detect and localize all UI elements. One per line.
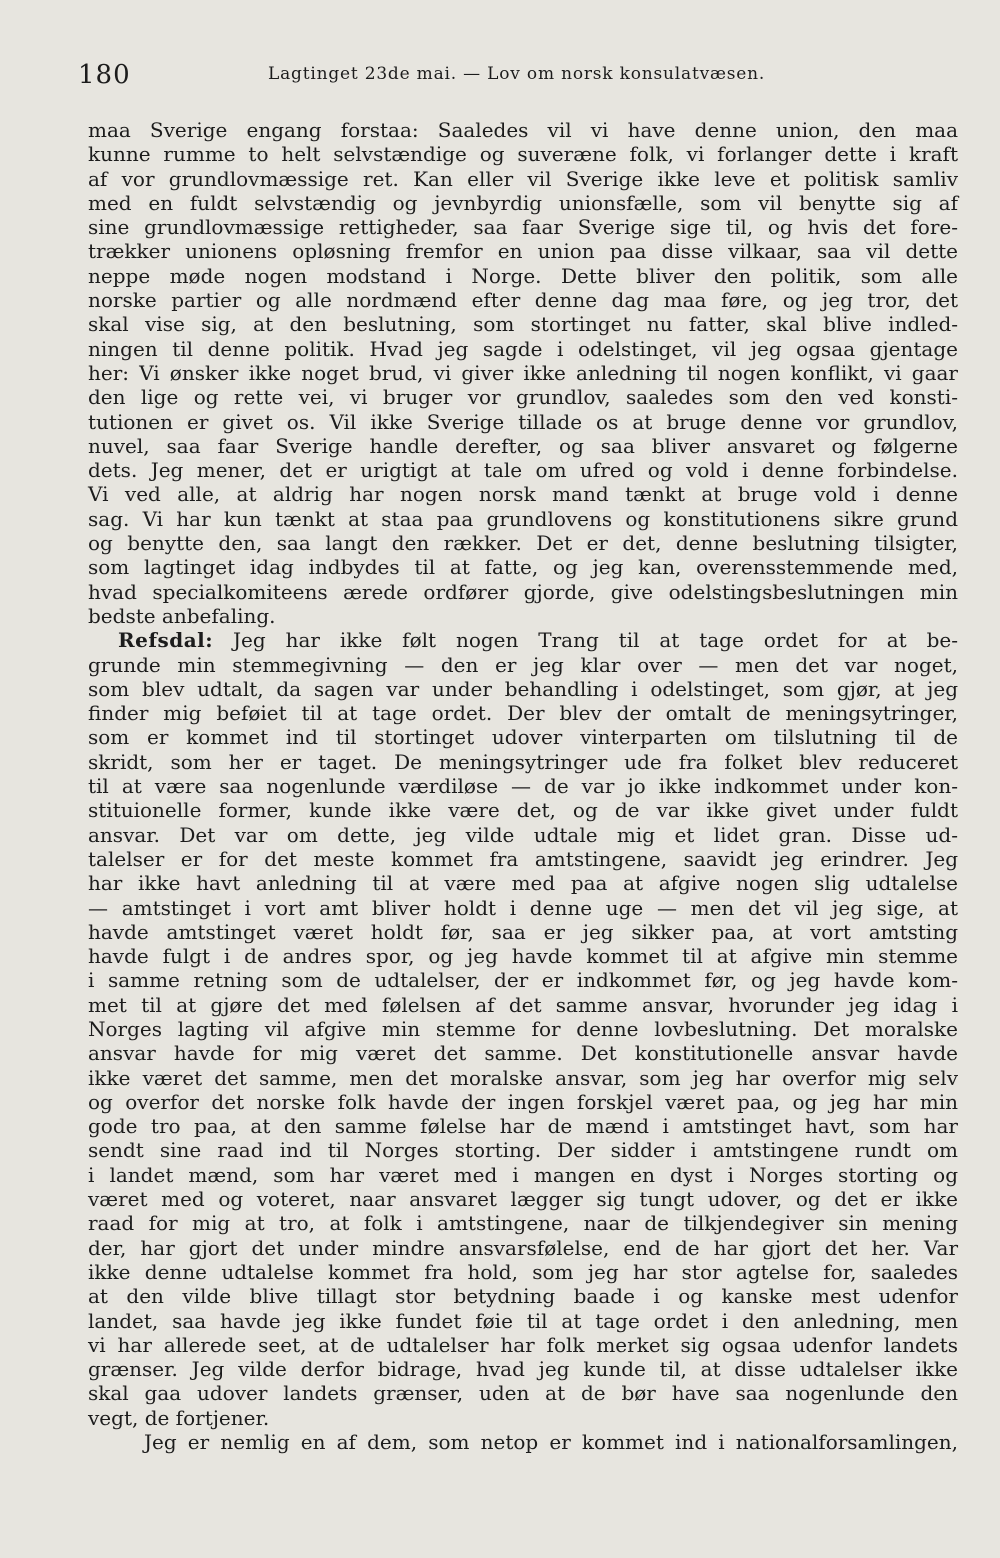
speech-line: i samme retning som de udtalelser, der er indkommet før, og jeg havde kom- <box>88 968 958 993</box>
text-line: dets. Jeg mener, det er urigtigt at tale om ufred og vold i denne forbindelse. <box>88 458 958 483</box>
speech-line: gode tro paa, at den samme følelse har de mænd i amtstinget havt, som har <box>88 1114 958 1139</box>
speech-line: vegt, de fortjener. <box>88 1405 270 1430</box>
speech-first-text: Jeg har ikke følt nogen Trang til at tage ordet for at be- <box>233 628 958 653</box>
text-line: af vor grundlovmæssige ret. Kan eller vil Sverige ikke leve et politisk samliv <box>88 166 958 191</box>
speaker-name: Refsdal: <box>118 628 214 653</box>
speech-line: som er kommet ind til stortinget udover vinterparten om tilslutning til de <box>88 725 958 750</box>
text-line: sine grundlovmæssige rettigheder, saa faar Sverige sige til, og hvis det fore- <box>88 215 958 240</box>
text-line: kunne rumme to helt selvstændige og suveræne folk, vi forlanger dette i kraft <box>88 142 958 167</box>
text-line: med en fuldt selvstændig og jevnbyrdig unionsfælle, som vil benytte sig af <box>88 190 958 215</box>
text-line: trækker unionens opløsning fremfor en union paa disse vilkaar, saa vil dette <box>88 239 958 264</box>
speech-line: ikke været det samme, men det moralske ansvar, som jeg har overfor mig selv <box>88 1065 958 1090</box>
text-line: maa Sverige engang forstaa: Saaledes vil vi have denne union, den maa <box>88 118 958 142</box>
speech-line: stituionelle former, kunde ikke være det, og de var ikke givet under fuldt <box>88 798 958 823</box>
page-number: 180 <box>78 60 131 90</box>
speech-line: har ikke havt anledning til at være med paa at afgive nogen slig udtalelse <box>88 871 958 896</box>
speech-line: der, har gjort det under mindre ansvarsfølelse, end de har gjort det her. Var <box>88 1235 958 1260</box>
text-line: bedste anbefaling. <box>88 603 276 628</box>
speech-line: finder mig beføiet til at tage ordet. Der blev der omtalt de meningsytringer, <box>88 701 958 726</box>
speech-line: talelser er for det meste kommet fra amtstingene, saavidt jeg erindrer. Jeg <box>88 846 958 871</box>
speech-line: ansvar. Det var om dette, jeg vilde udtale mig et lidet gran. Disse ud- <box>88 822 958 847</box>
speech-line: til at være saa nogenlunde værdiløse — de var jo ikke indkommet under kon- <box>88 774 958 799</box>
speech-line: været med og voteret, naar ansvaret lægger sig tungt udover, og det er ikke <box>88 1187 958 1212</box>
final-paragraph-line: Jeg er nemlig en af dem, som netop er kommet ind i nationalforsamlingen, <box>144 1430 958 1455</box>
text-line: skal vise sig, at den beslutning, som stortinget nu fatter, skal blive indled- <box>88 312 958 337</box>
speech-line: raad for mig at tro, at folk i amtstingene, naar de tilkjendegiver sin mening <box>88 1211 958 1236</box>
speech-line: met til at gjøre det med følelsen af det samme ansvar, hvorunder jeg idag i <box>88 992 958 1017</box>
page-header <box>78 60 940 96</box>
speech-line: Norges lagting vil afgive min stemme for denne lovbeslutning. Det moralske <box>88 1016 958 1041</box>
speech-line: som blev udtalt, da sagen var under behandling i odelstinget, som gjør, at jeg <box>88 676 958 701</box>
speech-line: — amtstinget i vort amt bliver holdt i denne uge — men det vil jeg sige, at <box>88 895 958 920</box>
document-body <box>88 118 958 1454</box>
text-line: hvad specialkomiteens ærede ordfører gjorde, give odelstingsbeslutningen min <box>88 579 958 604</box>
text-line: norske partier og alle nordmænd efter denne dag maa føre, og jeg tror, det <box>88 288 958 313</box>
text-line: Vi ved alle, at aldrig har nogen norsk mand tænkt at bruge vold i denne <box>88 482 958 507</box>
speech-line: og overfor det norske folk havde der ingen forskjel været paa, og jeg har min <box>88 1089 958 1114</box>
speech-line: skal gaa udover landets grænser, uden at de bør have saa nogenlunde den <box>88 1381 958 1406</box>
running-head: Lagtinget 23de mai. — Lov om norsk konsulatvæsen. <box>268 64 766 84</box>
text-line: her: Vi ønsker ikke noget brud, vi giver ikke anledning til nogen konflikt, vi gaar <box>88 360 958 385</box>
speech-line: havde fulgt i de andres spor, og jeg havde kommet til at afgive min stemme <box>88 944 958 969</box>
text-line: ningen til denne politik. Hvad jeg sagde i odelstinget, vil jeg ogsaa gjentage <box>88 336 958 361</box>
text-line: og benytte den, saa langt den rækker. Det er det, denne beslutning tilsigter, <box>88 531 958 556</box>
text-line: neppe møde nogen modstand i Norge. Dette bliver den politik, som alle <box>88 263 958 288</box>
text-line: tutionen er givet os. Vil ikke Sverige tillade os at bruge denne vor grundlov, <box>88 409 958 434</box>
speech-line: vi har allerede seet, at de udtalelser har folk merket sig ogsaa udenfor landets <box>88 1332 958 1357</box>
speech-line: landet, saa havde jeg ikke fundet føie til at tage ordet i den anledning, men <box>88 1308 958 1333</box>
speech-line: sendt sine raad ind til Norges storting. Der sidder i amtstingene rundt om <box>88 1138 958 1163</box>
text-line: den lige og rette vei, vi bruger vor grundlov, saaledes som den ved konsti- <box>88 385 958 410</box>
text-line: nuvel, saa faar Sverige handle derefter, og saa bliver ansvaret og følgerne <box>88 433 958 458</box>
speech-line: havde amtstinget været holdt før, saa er jeg sikker paa, at vort amtsting <box>88 919 958 944</box>
speech-line: ikke denne udtalelse kommet fra hold, som jeg har stor agtelse for, saaledes <box>88 1259 958 1284</box>
speech-opening-line <box>88 628 958 652</box>
text-line: sag. Vi har kun tænkt at staa paa grundlovens og konstitutionens sikre grund <box>88 506 958 531</box>
text-line: som lagtinget idag indbydes til at fatte, og jeg kan, overensstemmende med, <box>88 555 958 580</box>
speech-line: at den vilde blive tillagt stor betydning baade i og kanske mest udenfor <box>88 1284 958 1309</box>
speech-line: i landet mænd, som har været med i mangen en dyst i Norges storting og <box>88 1162 958 1187</box>
speech-line: grænser. Jeg vilde derfor bidrage, hvad jeg kunde til, at disse udtalelser ikke <box>88 1357 958 1382</box>
speech-line: skridt, som her er taget. De meningsytringer ude fra folket blev reduceret <box>88 749 958 774</box>
speech-line: grunde min stemmegivning — den er jeg klar over — men det var noget, <box>88 652 958 677</box>
speech-line: ansvar havde for mig været det samme. Det konstitutionelle ansvar havde <box>88 1041 958 1066</box>
